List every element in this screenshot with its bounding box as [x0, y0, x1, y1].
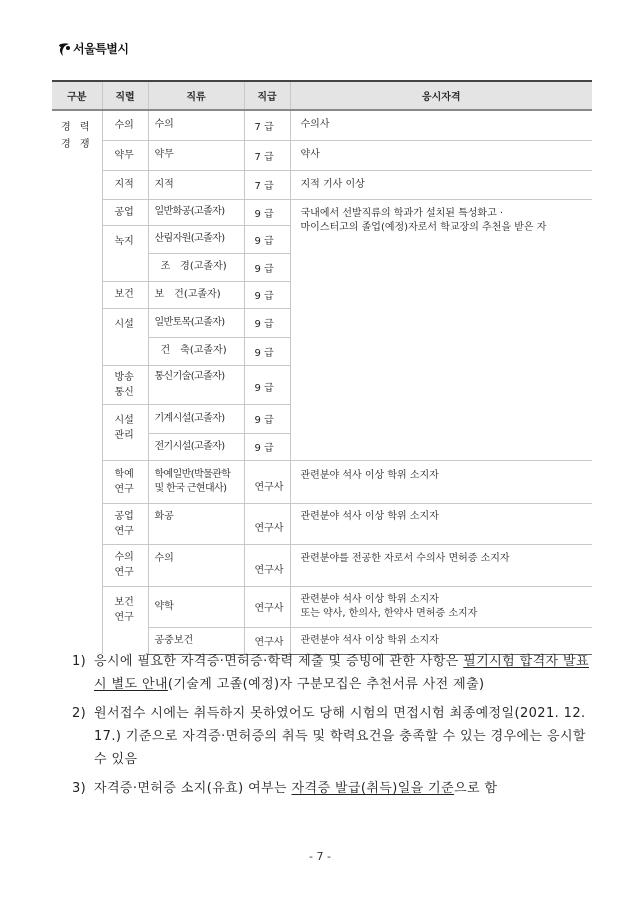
note-underlined-text: 필기시험 합격자 발표시 별도 안내	[94, 654, 589, 692]
grade-cell: 연구사	[244, 503, 290, 544]
type-cell: 약학	[148, 586, 244, 627]
grade-cell: 9 급	[244, 199, 290, 225]
grade-cell: 9 급	[244, 404, 290, 433]
note-item	[72, 777, 592, 800]
grade-cell: 연구사	[244, 586, 290, 627]
qualification-table	[52, 80, 592, 655]
series-cell: 시설 관리	[102, 404, 148, 460]
note-text-part: 응시에 필요한 자격증·면허증·학력 제출 및 증빙에 관한 사항은	[94, 654, 464, 669]
note-text	[94, 650, 592, 696]
grade-cell: 9 급	[244, 225, 290, 253]
series-cell: 공업	[102, 199, 148, 225]
series-cell: 보건	[102, 281, 148, 308]
type-cell: 화공	[148, 503, 244, 544]
grade-cell: 연구사	[244, 460, 290, 503]
note-text-part: 자격증·면허증 소지(유효) 여부는	[94, 781, 292, 796]
grade-cell: 연구사	[244, 544, 290, 586]
note-text-part: (기술계 고졸(예정)자 구분모집은 추천서류 사전 제출)	[167, 677, 485, 692]
series-cell: 녹지	[102, 225, 148, 281]
note-text-part: 으로 함	[454, 781, 498, 796]
note-number: 3)	[72, 781, 87, 796]
type-cell: 조 경(고졸자)	[148, 253, 244, 281]
note-item	[72, 702, 592, 771]
series-cell: 공업 연구	[102, 503, 148, 544]
page-number: - 7 -	[309, 850, 331, 863]
type-cell: 보 건(고졸자)	[148, 281, 244, 308]
note-text	[94, 777, 592, 800]
grade-cell: 9 급	[244, 253, 290, 281]
note-number: 1)	[72, 654, 87, 669]
table-row	[52, 199, 592, 225]
category-cell: 경 력 경 쟁	[52, 110, 102, 654]
qualification-cell: 관련분야 석사 이상 학위 소지자	[290, 627, 592, 654]
type-cell: 건 축(고졸자)	[148, 337, 244, 365]
type-cell: 일반화공(고졸자)	[148, 199, 244, 225]
qualification-cell: 수의사	[290, 110, 592, 140]
qualification-cell: 관련분야 석사 이상 학위 소지자	[290, 460, 592, 503]
qualification-cell: 지적 기사 이상	[290, 170, 592, 199]
type-cell: 공중보건	[148, 627, 244, 654]
grade-cell: 9 급	[244, 365, 290, 404]
col-category: 구분	[52, 81, 102, 110]
series-cell: 학예 연구	[102, 460, 148, 503]
table-row	[52, 170, 592, 199]
type-cell: 산림자원(고졸자)	[148, 225, 244, 253]
type-cell: 지적	[148, 170, 244, 199]
qualification-cell: 관련분야 석사 이상 학위 소지자 또는 약사, 한의사, 한약사 면허증 소지자	[290, 586, 592, 627]
series-cell: 시설	[102, 308, 148, 365]
type-cell: 전기시설(고졸자)	[148, 433, 244, 460]
note-underlined-text: 자격증 발급(취득)일을 기준	[291, 781, 455, 796]
type-cell: 학예일반(박물관학 및 한국 근현대사)	[148, 460, 244, 503]
type-cell: 약무	[148, 140, 244, 170]
seoul-logo	[56, 40, 128, 57]
type-cell: 통신기술(고졸자)	[148, 365, 244, 404]
grade-cell: 7 급	[244, 140, 290, 170]
qualification-cell: 국내에서 선발직류의 학과가 설치된 특성화고 · 마이스터고의 졸업(예정)자로서 학교장의 추천을 받은 자	[290, 199, 592, 460]
note-item	[72, 650, 592, 696]
table-row	[52, 110, 592, 140]
type-cell: 수의	[148, 544, 244, 586]
grade-cell: 7 급	[244, 110, 290, 140]
series-cell: 수의	[102, 110, 148, 140]
table-row	[52, 503, 592, 544]
grade-cell: 9 급	[244, 308, 290, 337]
grade-cell: 9 급	[244, 433, 290, 460]
grade-cell: 7 급	[244, 170, 290, 199]
qualification-cell: 관련분야를 전공한 자로서 수의사 면허증 소지자	[290, 544, 592, 586]
seoul-symbol-icon	[56, 41, 72, 57]
table-header-row	[52, 81, 592, 110]
series-cell: 약무	[102, 140, 148, 170]
table-row	[52, 544, 592, 586]
note-number: 2)	[72, 706, 87, 721]
type-cell: 기계시설(고졸자)	[148, 404, 244, 433]
grade-cell: 9 급	[244, 281, 290, 308]
col-type: 직류	[148, 81, 244, 110]
series-cell: 지적	[102, 170, 148, 199]
qualification-cell: 약사	[290, 140, 592, 170]
logo-text: 서울특별시	[73, 42, 129, 56]
col-series: 직렬	[102, 81, 148, 110]
col-qualification: 응시자격	[290, 81, 592, 110]
series-cell: 보건 연구	[102, 586, 148, 654]
grade-cell: 9 급	[244, 337, 290, 365]
col-grade: 직급	[244, 81, 290, 110]
table-row	[52, 460, 592, 503]
note-text: 원서접수 시에는 취득하지 못하였어도 당해 시험의 면접시험 최종예정일(2021. 12. 17.) 기준으로 자격증·면허증의 취득 및 학력요건을 충족할 수 있는 경우에는 응시할 수 있음	[94, 706, 586, 767]
series-cell: 수의 연구	[102, 544, 148, 586]
notes-list	[72, 650, 592, 806]
table-row	[52, 586, 592, 627]
table-row	[52, 140, 592, 170]
grade-cell: 연구사	[244, 627, 290, 654]
series-cell: 방송 통신	[102, 365, 148, 404]
qualification-cell: 관련분야 석사 이상 학위 소지자	[290, 503, 592, 544]
type-cell: 일반토목(고졸자)	[148, 308, 244, 337]
type-cell: 수의	[148, 110, 244, 140]
